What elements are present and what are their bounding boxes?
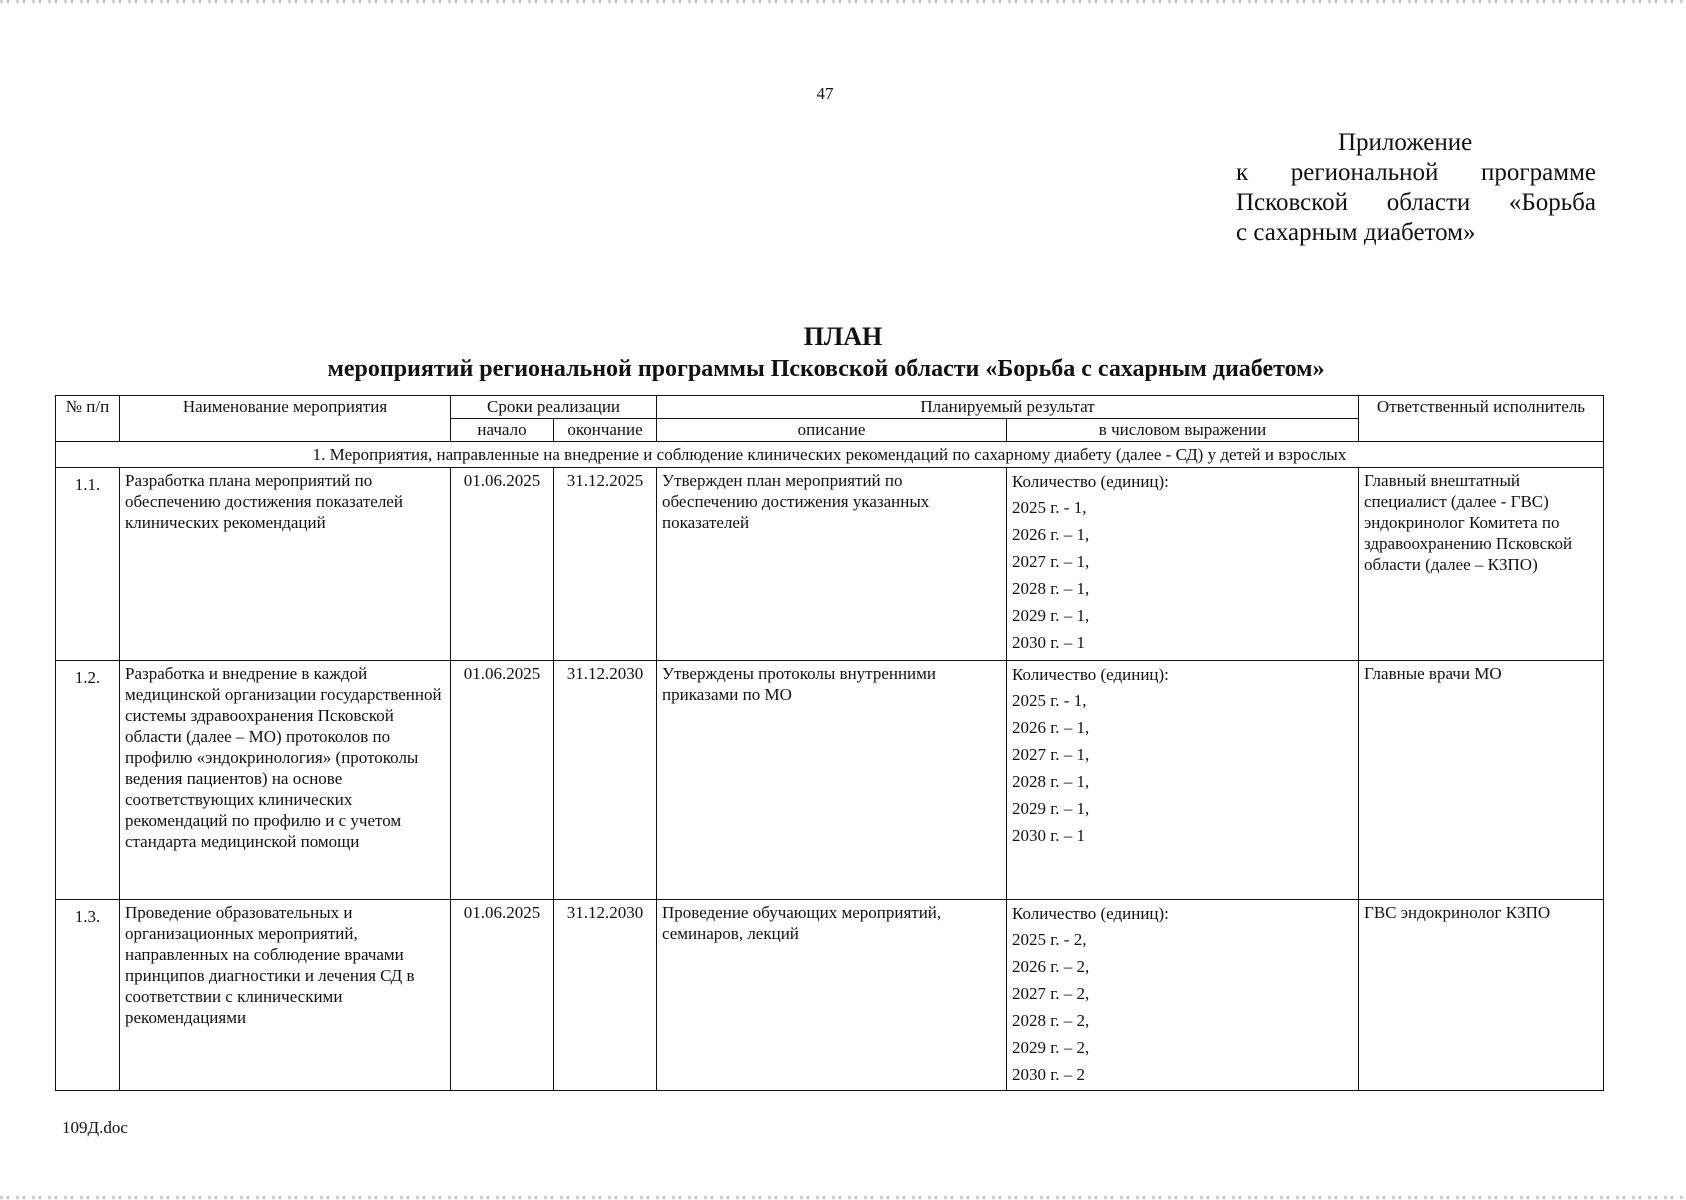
plan-subtitle: мероприятий региональной программы Псковской области «Борьба с сахарным диабетом» [327,356,1325,382]
year-value: 2030 г. – 1 [1012,826,1086,845]
year-value: 2026 г. – 1, [1012,525,1090,544]
row-num: 1.2. [56,661,120,900]
year-value: 2027 г. – 2, [1012,984,1090,1003]
row-description: Утвержден план мероприятий по обеспечению достижения указанных показателей [657,468,1007,661]
appendix-line-2: к региональной программе [1236,159,1596,186]
numeric-head: Количество (единиц): [1012,904,1169,923]
page-number: 47 [816,84,834,103]
row-responsible: Главные врачи МО [1359,661,1604,900]
row-name: Разработка плана мероприятий по обеспечению достижения показателей клинических рекомендаций [120,468,451,661]
row-name: Разработка и внедрение в каждой медицинской организации государственной системы здравоохранения Псковской области (далее – МО) протоколов по профилю «эндокринология» (протоколы ведения пациентов) на основе соответствующих клинических рекомендаций по профилю и с учетом стандарта медицинской помощи [120,661,451,900]
year-value: 2028 г. – 1, [1012,772,1090,791]
plan-table [55,395,1604,1091]
numeric-head: Количество (единиц): [1012,472,1169,491]
year-value: 2029 г. – 2, [1012,1038,1090,1057]
appendix-line-4: с сахарным диабетом» [1236,219,1476,246]
row-numeric [1007,468,1359,661]
row-description: Проведение обучающих мероприятий, семинаров, лекций [657,900,1007,1091]
numeric-head: Количество (единиц): [1012,665,1169,684]
year-value: 2028 г. – 2, [1012,1011,1090,1030]
header-description: описание [657,419,1007,442]
row-numeric [1007,900,1359,1091]
header-name: Наименование мероприятия [120,396,451,442]
row-end: 31.12.2030 [554,661,657,900]
year-value: 2027 г. – 1, [1012,552,1090,571]
footer-filename: 109Д.doc [62,1118,128,1137]
row-end: 31.12.2030 [554,900,657,1091]
row-responsible: ГВС эндокринолог КЗПО [1359,900,1604,1091]
appendix-note [1236,128,1596,248]
table-header-row-1 [56,396,1604,419]
row-start: 01.06.2025 [451,661,554,900]
year-value: 2026 г. – 2, [1012,957,1090,976]
section-row [56,442,1604,468]
row-num: 1.1. [56,468,120,661]
row-num: 1.3. [56,900,120,1091]
header-end: окончание [554,419,657,442]
header-result: Планируемый результат [657,396,1359,419]
year-value: 2025 г. - 1, [1012,498,1087,517]
row-end: 31.12.2025 [554,468,657,661]
section-title: 1. Мероприятия, направленные на внедрение и соблюдение клинических рекомендаций по сахарному диабету (далее - СД) у детей и взрослых [56,442,1604,468]
row-start: 01.06.2025 [451,900,554,1091]
appendix-line-3: Псковской области «Борьба [1236,189,1596,216]
header-terms: Сроки реализации [451,396,657,419]
year-value: 2030 г. – 2 [1012,1065,1086,1084]
year-value: 2025 г. - 2, [1012,930,1087,949]
year-value: 2026 г. – 1, [1012,718,1090,737]
plan-title: ПЛАН [803,322,883,351]
row-name: Проведение образовательных и организационных мероприятий, направленных на соблюдение врачами принципов диагностики и лечения СД в соответствии с клиническими рекомендациями [120,900,451,1091]
table-row [56,661,1604,900]
header-start: начало [451,419,554,442]
header-numeric: в числовом выражении [1007,419,1359,442]
header-responsible: Ответственный исполнитель [1359,396,1604,442]
row-start: 01.06.2025 [451,468,554,661]
year-value: 2029 г. – 1, [1012,606,1090,625]
appendix-line-1: Приложение [1338,129,1473,156]
year-value: 2027 г. – 1, [1012,745,1090,764]
header-num: № п/п [56,396,120,442]
row-responsible: Главный внештатный специалист (далее - ГВС) эндокринолог Комитета по здравоохранению Псковской области (далее – КЗПО) [1359,468,1604,661]
table-row [56,468,1604,661]
year-value: 2030 г. – 1 [1012,633,1086,652]
table-row [56,900,1604,1091]
year-value: 2025 г. - 1, [1012,691,1087,710]
year-value: 2029 г. – 1, [1012,799,1090,818]
row-numeric [1007,661,1359,900]
scan-edge-top [0,0,1686,3]
row-description: Утверждены протоколы внутренними приказами по МО [657,661,1007,900]
year-value: 2028 г. – 1, [1012,579,1090,598]
scan-edge-bottom [0,1196,1686,1199]
